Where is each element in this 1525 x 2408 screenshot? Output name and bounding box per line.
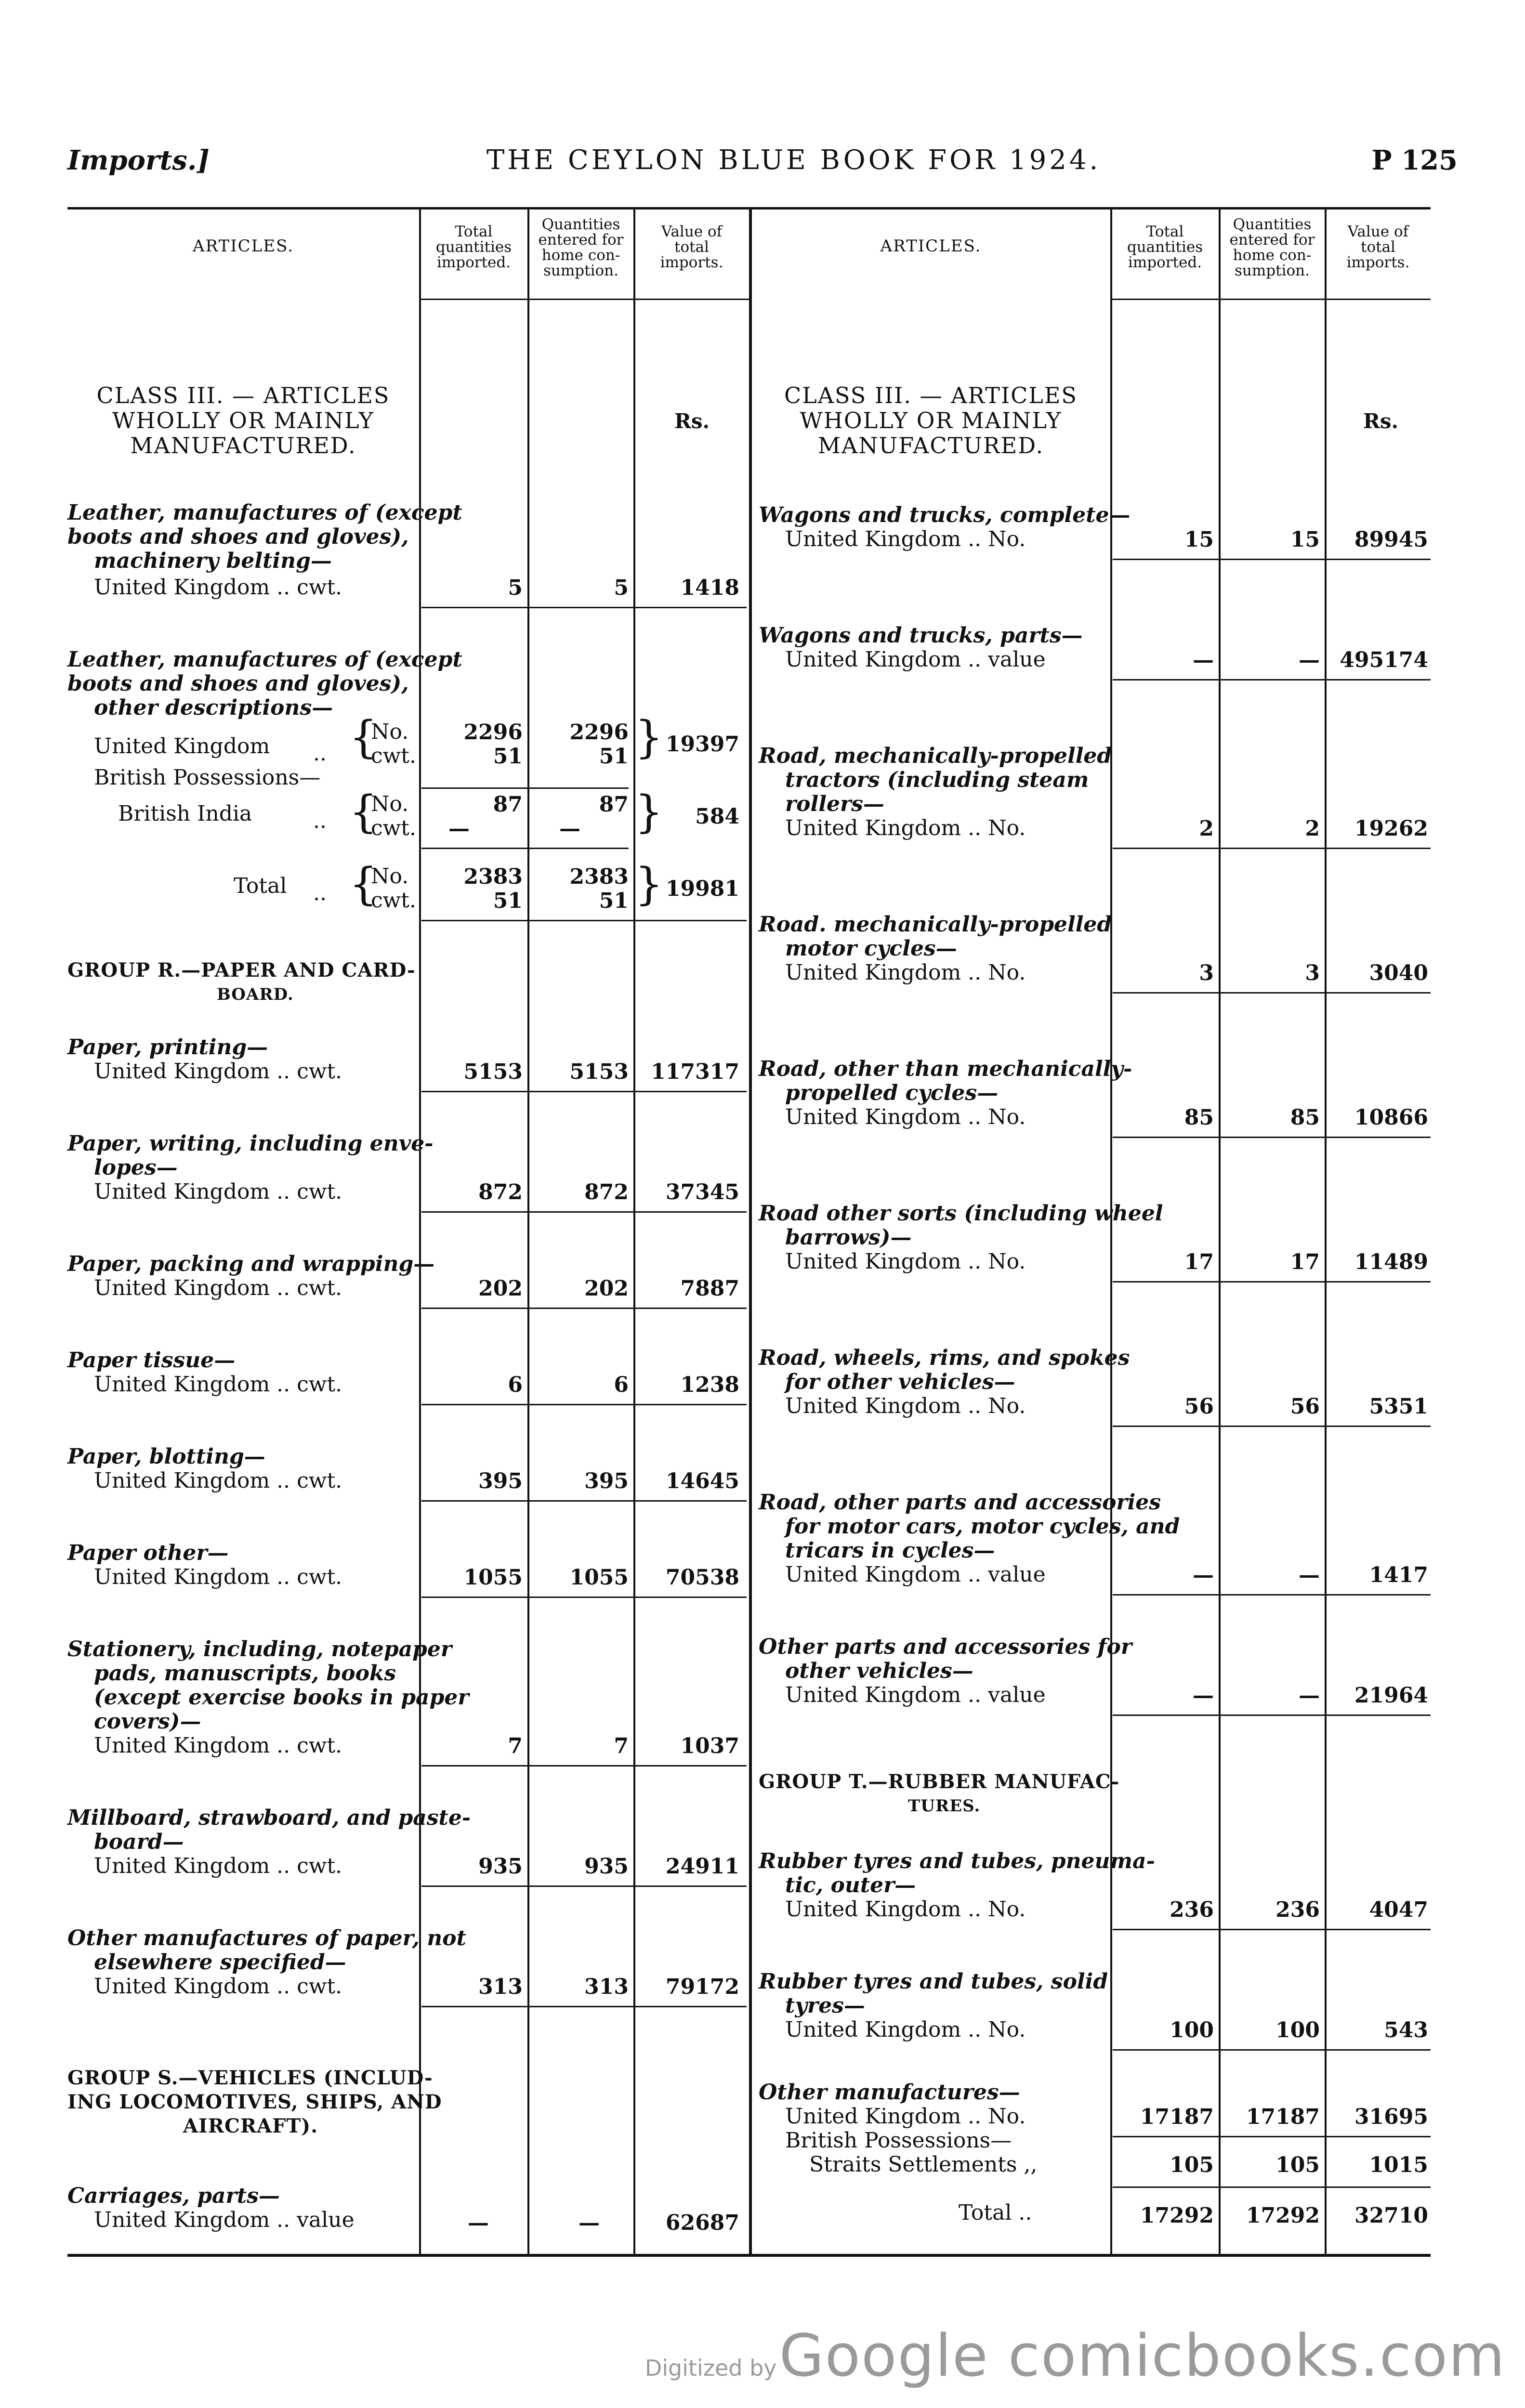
home-qty-cell: 5 (614, 576, 629, 600)
home-qty-cell: — (1299, 648, 1320, 672)
home-qty-cell: 56 (1290, 1394, 1320, 1419)
total-qty-cell: 51 (493, 889, 523, 913)
total-qty-cell: 7 (508, 1734, 523, 1758)
item-title: Road. mechanically-propelled motor cycles— (759, 912, 1112, 961)
value-cell: 1417 (1369, 1563, 1428, 1587)
value-cell: 21964 (1354, 1683, 1428, 1708)
total-qty-cell: 56 (1184, 1394, 1214, 1419)
col-header-total-qty: Total quantities imported. (1127, 223, 1203, 271)
home-qty-cell: 51 (599, 889, 629, 913)
home-qty-cell: 51 (599, 744, 629, 769)
value-cell: 79172 (665, 1975, 739, 1999)
country-row: United Kingdom .. No. (785, 1105, 1026, 1129)
country-row: United Kingdom .. cwt. (94, 1854, 342, 1878)
value-cell: 1015 (1369, 2153, 1428, 2177)
value-cell: 10866 (1354, 1105, 1428, 1130)
value-cell: 1037 (680, 1734, 739, 1758)
total-qty-cell: — (1193, 1563, 1214, 1587)
brace: } (635, 858, 663, 910)
country-row: United Kingdom .. cwt. (94, 1059, 342, 1084)
country-row: United Kingdom .. No. (785, 1249, 1026, 1274)
row-rule (421, 2006, 747, 2007)
item-title: Carriages, parts— (67, 2184, 280, 2208)
home-qty-cell: 202 (584, 1276, 629, 1301)
home-qty-cell: 6 (614, 1373, 629, 1397)
total-qty-cell: 6 (508, 1373, 523, 1397)
subgroup-label: British Possessions— (94, 765, 321, 790)
row-rule (421, 1308, 747, 1309)
item-title: Rubber tyres and tubes, pneuma- tic, outer— (759, 1849, 1155, 1898)
row-rule (1113, 1594, 1431, 1596)
country-row: United Kingdom .. value (785, 1683, 1046, 1707)
value-cell: 584 (695, 804, 739, 829)
total-qty-cell: 202 (478, 1276, 523, 1301)
total-qty-cell: 5 (508, 576, 523, 600)
row-rule (421, 920, 747, 921)
country-row: United Kingdom .. No. (785, 816, 1026, 840)
home-qty-cell: 85 (1290, 1105, 1320, 1130)
row-rule (1113, 1426, 1431, 1427)
total-qty-cell: — (1193, 648, 1214, 672)
row-rule (1113, 559, 1431, 560)
item-title: Wagons and trucks, complete— (759, 503, 1131, 527)
total-qty-cell: 5153 (463, 1060, 523, 1084)
value-cell: 3040 (1369, 961, 1428, 985)
colhead-rule (1110, 299, 1431, 300)
row-rule (421, 1091, 747, 1092)
home-qty-cell: — (1299, 1683, 1320, 1708)
item-title: Other manufactures of paper, not elsewhere specified— (67, 1926, 466, 1975)
home-qty-cell: 17292 (1246, 2203, 1320, 2228)
value-cell: 14645 (665, 1469, 739, 1493)
value-cell: 62687 (665, 2211, 739, 2235)
dots: .. (313, 881, 327, 905)
value-cell: 19262 (1354, 816, 1428, 841)
country-row: United Kingdom .. cwt. (94, 1565, 342, 1589)
item-title: Paper, blotting— (67, 1444, 265, 1469)
home-qty-cell: 7 (614, 1734, 629, 1758)
total-qty-cell: 2383 (463, 864, 523, 889)
country-row: United Kingdom .. cwt. (94, 575, 342, 600)
home-qty-cell: 395 (584, 1469, 629, 1493)
country-row: United Kingdom .. cwt. (94, 1974, 342, 1999)
value-cell: 89945 (1354, 527, 1428, 552)
country-row: United Kingdom .. value (785, 647, 1046, 672)
home-qty-cell: 1055 (569, 1565, 629, 1590)
value-cell: 495174 (1340, 648, 1428, 672)
total-qty-cell: 15 (1184, 527, 1214, 552)
country-row: United Kingdom .. No. (785, 527, 1026, 551)
item-title: Leather, manufactures of (except boots and shoes and gloves), machinery belting— (67, 500, 462, 573)
item-title: Rubber tyres and tubes, solid tyres— (759, 1969, 1108, 2018)
home-qty-cell: — (559, 816, 580, 841)
col-header-home-qty: Quantities entered for home con- sumption. (538, 216, 624, 279)
class-heading-left: CLASS III. — ARTICLES WHOLLY OR MAINLY MANUFACTURED. (96, 382, 390, 458)
value-cell: 32710 (1354, 2203, 1428, 2228)
digitization-watermark: Digitized by Google comicbooks.com (644, 2323, 1506, 2390)
page-center-divider (749, 207, 752, 2254)
row-rule (1113, 2049, 1431, 2051)
item-title: Road, wheels, rims, and spokes for other vehicles— (759, 1346, 1130, 1394)
group-heading: GROUP T.—RUBBER MANUFAC- TURES. (759, 1770, 1120, 1816)
col-header-articles: ARTICLES. (193, 236, 294, 256)
value-cell: 5351 (1369, 1394, 1428, 1419)
value-cell: 1418 (680, 576, 739, 600)
value-cell: 117317 (651, 1060, 739, 1084)
item-title: Millboard, strawboard, and paste- board— (67, 1806, 471, 1854)
country-row: United Kingdom .. cwt. (94, 1372, 342, 1397)
row-rule (1113, 1929, 1431, 1930)
home-qty-cell: 236 (1275, 1898, 1320, 1922)
country-row: United Kingdom .. cwt. (94, 1733, 342, 1758)
home-qty-cell: 15 (1290, 527, 1320, 552)
total-qty-cell: 2296 (463, 720, 523, 745)
home-qty-cell: 2296 (569, 720, 629, 745)
value-cell: 24911 (665, 1854, 739, 1879)
total-qty-cell: 3 (1199, 961, 1214, 985)
row-rule (1113, 2136, 1431, 2137)
country-row: United Kingdom .. No. (785, 960, 1026, 985)
total-qty-cell: 1055 (463, 1565, 523, 1590)
brace: } (635, 711, 663, 763)
dots: .. (313, 809, 327, 833)
col-header-home-qty: Quantities entered for home con- sumption. (1229, 216, 1315, 279)
item-title: Other parts and accessories for other vehicles— (759, 1635, 1132, 1683)
col-divider (633, 207, 635, 2254)
row-rule (1113, 848, 1431, 849)
item-title: Paper, packing and wrapping— (67, 1252, 435, 1276)
col-header-value: Value of total imports. (1346, 223, 1410, 271)
total-qty-cell: — (1193, 1683, 1214, 1708)
value-cell: 37345 (665, 1180, 739, 1204)
class-heading-right: CLASS III. — ARTICLES WHOLLY OR MAINLY MANUFACTURED. (784, 382, 1078, 458)
item-title: Road other sorts (including wheel barrows)— (759, 1201, 1163, 1250)
home-qty-cell: 5153 (569, 1060, 629, 1084)
brace: } (635, 786, 663, 838)
total-qty-cell: 17292 (1140, 2203, 1214, 2228)
country-row: United Kingdom .. cwt. (94, 1276, 342, 1300)
unit-label: No. (371, 720, 409, 744)
home-qty-cell: 2383 (569, 864, 629, 889)
row-rule (421, 787, 629, 789)
total-qty-cell: — (448, 816, 470, 841)
value-cell: 4047 (1369, 1898, 1428, 1922)
col-header-articles: ARTICLES. (880, 236, 982, 256)
home-qty-cell: — (1299, 1563, 1320, 1587)
row-rule (1113, 1137, 1431, 1138)
total-qty-cell: 17 (1184, 1250, 1214, 1274)
row-rule (1113, 1281, 1431, 1283)
item-title: Stationery, including, notepaper pads, manuscripts, books (except exercise books in paper covers)— (67, 1637, 469, 1734)
home-qty-cell: 2 (1305, 816, 1320, 841)
total-qty-cell: 85 (1184, 1105, 1214, 1130)
currency-label: Rs. (1363, 409, 1399, 433)
row-rule (421, 1885, 747, 1887)
value-cell: 7887 (680, 1276, 739, 1301)
total-qty-cell: 51 (493, 744, 523, 769)
country-label: United Kingdom (94, 734, 270, 759)
home-qty-cell: 935 (584, 1854, 629, 1879)
total-qty-cell: 17187 (1140, 2105, 1214, 2129)
item-title: Wagons and trucks, parts— (759, 623, 1083, 648)
home-qty-cell: 872 (584, 1180, 629, 1204)
country-row: United Kingdom .. No. (785, 2017, 1026, 2042)
country-row: United Kingdom .. No. (785, 2104, 1026, 2129)
page-title: THE CEYLON BLUE BOOK FOR 1924. (486, 144, 1101, 176)
total-qty-cell: 395 (478, 1469, 523, 1493)
value-cell: 11489 (1354, 1250, 1428, 1274)
col-divider (1219, 207, 1221, 2254)
home-qty-cell: 87 (599, 792, 629, 817)
col-divider (527, 207, 529, 2254)
country-row: United Kingdom .. No. (785, 1897, 1026, 1922)
total-qty-cell: 105 (1170, 2153, 1214, 2177)
item-title: Road, other parts and accessories for motor cars, motor cycles, and tricars in cycles— (759, 1490, 1180, 1563)
value-cell: 19397 (665, 732, 739, 757)
page-section-label: Imports.] (67, 144, 210, 176)
subgroup-label: British Possessions— (785, 2128, 1012, 2153)
total-qty-cell: — (468, 2211, 489, 2235)
table-bottom-rule (67, 2254, 1431, 2257)
unit-label: cwt. (371, 744, 416, 768)
currency-label: Rs. (674, 409, 710, 433)
country-row: United Kingdom .. No. (785, 1394, 1026, 1418)
home-qty-cell: 17187 (1246, 2105, 1320, 2129)
dots: .. (313, 741, 327, 766)
row-rule (421, 1765, 747, 1767)
country-row: United Kingdom .. cwt. (94, 1468, 342, 1493)
row-rule (421, 607, 747, 608)
row-rule (421, 1597, 747, 1598)
country-row: United Kingdom .. value (785, 1562, 1046, 1587)
row-rule (1113, 992, 1431, 994)
brace: { (349, 786, 378, 838)
total-label: Total .. (959, 2200, 1032, 2225)
row-rule (421, 1500, 747, 1502)
total-qty-cell: 935 (478, 1854, 523, 1879)
value-cell: 19981 (665, 877, 739, 901)
value-cell: 70538 (665, 1565, 739, 1590)
row-rule (421, 1211, 747, 1213)
row-rule (421, 1404, 747, 1405)
row-rule (1113, 679, 1431, 681)
brace: { (349, 858, 378, 910)
total-qty-cell: 313 (478, 1975, 523, 1999)
row-rule (421, 848, 629, 849)
item-title: Paper, writing, including enve- lopes— (67, 1131, 434, 1180)
home-qty-cell: 105 (1275, 2153, 1320, 2177)
row-rule (1113, 2186, 1431, 2188)
group-heading: GROUP S.—VEHICLES (INCLUD- ING LOCOMOTIVES, SHIPS, AND AIRCRAFT). (67, 2067, 442, 2137)
unit-label: cwt. (371, 816, 416, 840)
item-title: Road, mechanically-propelled tractors (including steam rollers— (759, 744, 1112, 816)
home-qty-cell: 3 (1305, 961, 1320, 985)
total-qty-cell: 2 (1199, 816, 1214, 841)
total-label: Total (234, 874, 287, 898)
item-title: Paper tissue— (67, 1348, 236, 1373)
colhead-rule (419, 299, 749, 300)
total-qty-cell: 872 (478, 1180, 523, 1204)
country-row: United Kingdom .. cwt. (94, 1179, 342, 1204)
row-rule (1113, 1714, 1431, 1716)
group-heading: GROUP R.—PAPER AND CARD- BOARD. (67, 959, 416, 1004)
total-qty-cell: 236 (1170, 1898, 1214, 1922)
item-title: Leather, manufactures of (except boots and shoes and gloves), other descriptions— (67, 647, 462, 720)
brace: { (349, 711, 378, 763)
home-qty-cell: 17 (1290, 1250, 1320, 1274)
unit-label: cwt. (371, 888, 416, 913)
item-title: Road, other than mechanically- propelled cycles— (759, 1057, 1132, 1105)
home-qty-cell: 100 (1275, 2018, 1320, 2042)
value-cell: 31695 (1354, 2105, 1428, 2129)
home-qty-cell: — (578, 2211, 600, 2235)
total-qty-cell: 100 (1170, 2018, 1214, 2042)
item-title: Paper other— (67, 1541, 229, 1565)
value-cell: 543 (1384, 2018, 1428, 2042)
col-divider (1325, 207, 1327, 2254)
country-label: British India (118, 801, 252, 826)
item-title: Other manufactures— (759, 2080, 1020, 2105)
value-cell: 1238 (680, 1373, 739, 1397)
home-qty-cell: 313 (584, 1975, 629, 1999)
country-row: United Kingdom .. value (94, 2208, 355, 2232)
country-row: Straits Settlements ,, (809, 2152, 1038, 2177)
unit-label: No. (371, 792, 409, 816)
total-qty-cell: 87 (493, 792, 523, 817)
unit-label: No. (371, 864, 409, 889)
item-title: Paper, printing— (67, 1035, 268, 1060)
col-header-total-qty: Total quantities imported. (435, 223, 512, 271)
page-number: P 125 (1371, 144, 1458, 176)
col-header-value: Value of total imports. (660, 223, 723, 271)
